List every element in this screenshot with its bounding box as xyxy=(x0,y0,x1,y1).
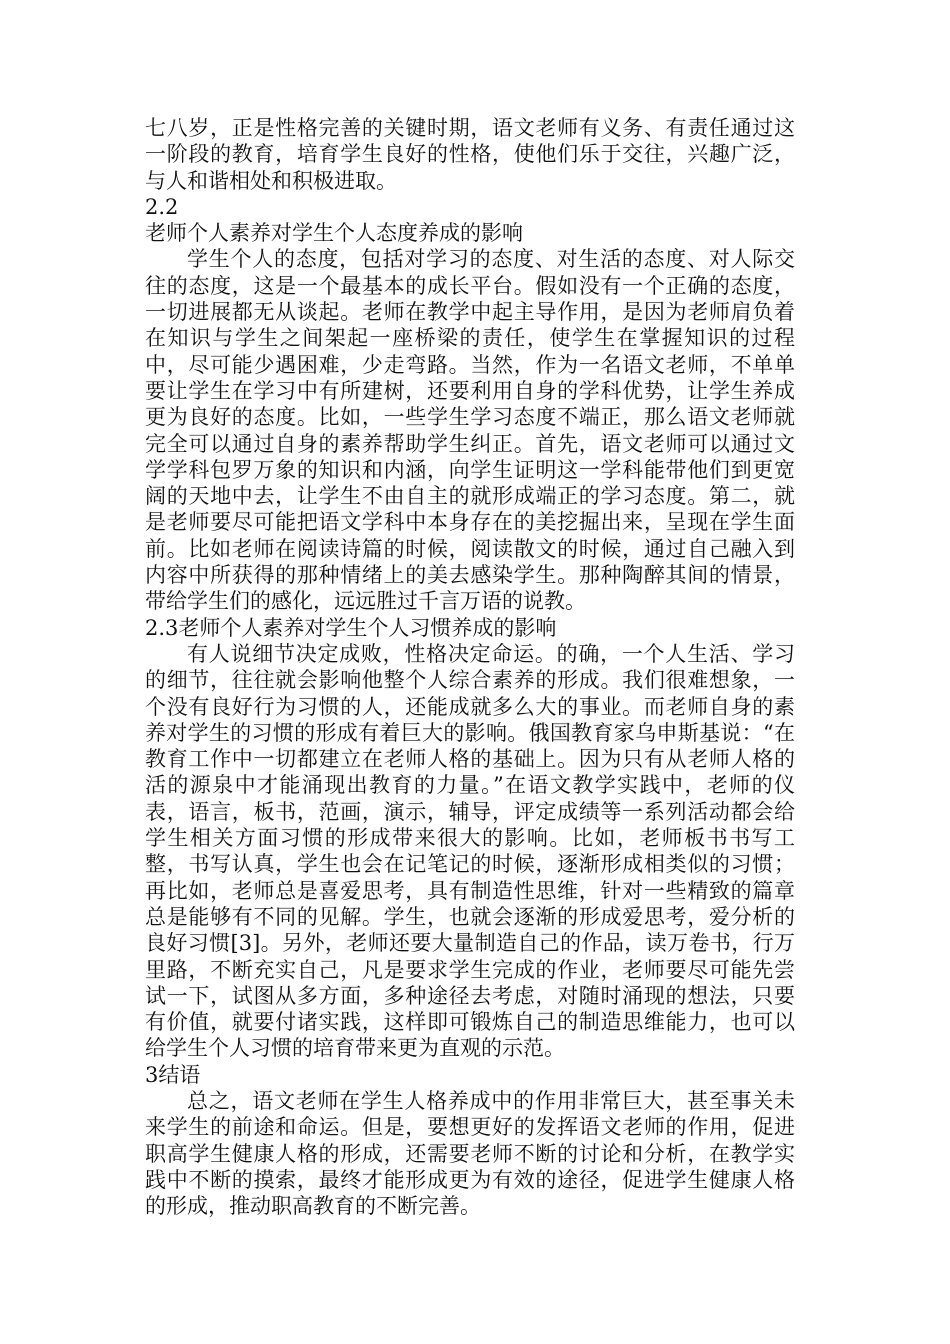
paragraph-conclusion: 总之，语文老师在学生人格养成中的作用非常巨大，甚至事关未来学生的前途和命运。但是，要想更好的发挥语文老师的作用，促进职高学生健康人格的形成，还需要老师不断的讨论和分析，在教学实践中不断的摸索，最终才能形成更为有效的途径，促进学生健康人格的形成，推动职高教育的不断完善。 xyxy=(145,1088,795,1219)
section-heading-2-3: 2.3老师个人素养对学生个人习惯养成的影响 xyxy=(145,615,557,640)
section-heading-2-2: 老师个人素养对学生个人态度养成的影响 xyxy=(145,221,523,246)
paragraph-habits: 有人说细节决定成败，性格决定命运。的确，一个人生活、学习的细节，往往就会影响他整个人综合素养的形成。我们很难想象，一个没有良好行为习惯的人，还能成就多么大的事业。而老师自身的素养对学生的习惯的形成有着巨大的影响。俄国教育家乌申斯基说：“在教育工作中一切都建立在老师人格的基础上。因为只有从老师人格的活的源泉中才能涌现出教育的力量。”在语文教学实践中，老师的仪表，语言，板书，范画，演示，辅导，评定成绩等一系列活动都会给学生相关方面习惯的形成带来很大的影响。比如，老师板书书写工整，书写认真，学生也会在记笔记的时候，逐渐形成相类似的习惯；再比如，老师总是喜爱思考，具有制造性思维，针对一些精致的篇章总是能够有不同的见解。学生，也就会逐渐的形成爱思考，爱分析的良好习惯[3]。另外，老师还要大量制造自己的作品，读万卷书，行万里路，不断充实自己，凡是要求学生完成的作业，老师要尽可能先尝试一下，试图从多方面，多种途径去考虑，对随时涌现的想法，只要有价值，就要付诸实践，这样即可锻炼自己的制造思维能力，也可以给学生个人习惯的培育带来更为直观的示范。 xyxy=(145,641,795,1061)
section-number-2-2: 2.2 xyxy=(145,194,179,219)
document-page xyxy=(145,115,795,1219)
paragraph-continuation: 七八岁，正是性格完善的关键时期，语文老师有义务、有责任通过这一阶段的教育，培育学生良好的性格，使他们乐于交往，兴趣广泛，与人和谐相处和积极进取。 xyxy=(145,116,795,193)
section-heading-conclusion: 3结语 xyxy=(145,1062,201,1087)
paragraph-attitude: 学生个人的态度，包括对学习的态度、对生活的态度、对人际交往的态度，这是一个最基本的成长平台。假如没有一个正确的态度，一切进展都无从谈起。老师在教学中起主导作用，是因为老师肩负着在知识与学生之间架起一座桥梁的责任，使学生在掌握知识的过程中，尽可能少遇困难，少走弯路。当然，作为一名语文老师，不单单要让学生在学习中有所建树，还要利用自身的学科优势，让学生养成更为良好的态度。比如，一些学生学习态度不端正，那么语文老师就完全可以通过自身的素养帮助学生纠正。首先，语文老师可以通过文学学科包罗万象的知识和内涵，向学生证明这一学科能带他们到更宽阔的天地中去，让学生不由自主的就形成端正的学习态度。第二，就是老师要尽可能把语文学科中本身存在的美挖掘出来，呈现在学生面前。比如老师在阅读诗篇的时候，阅读散文的时候，通过自己融入到内容中所获得的那种情绪上的美去感染学生。那种陶醉其间的情景，带给学生们的感化，远远胜过千言万语的说教。 xyxy=(145,247,795,614)
